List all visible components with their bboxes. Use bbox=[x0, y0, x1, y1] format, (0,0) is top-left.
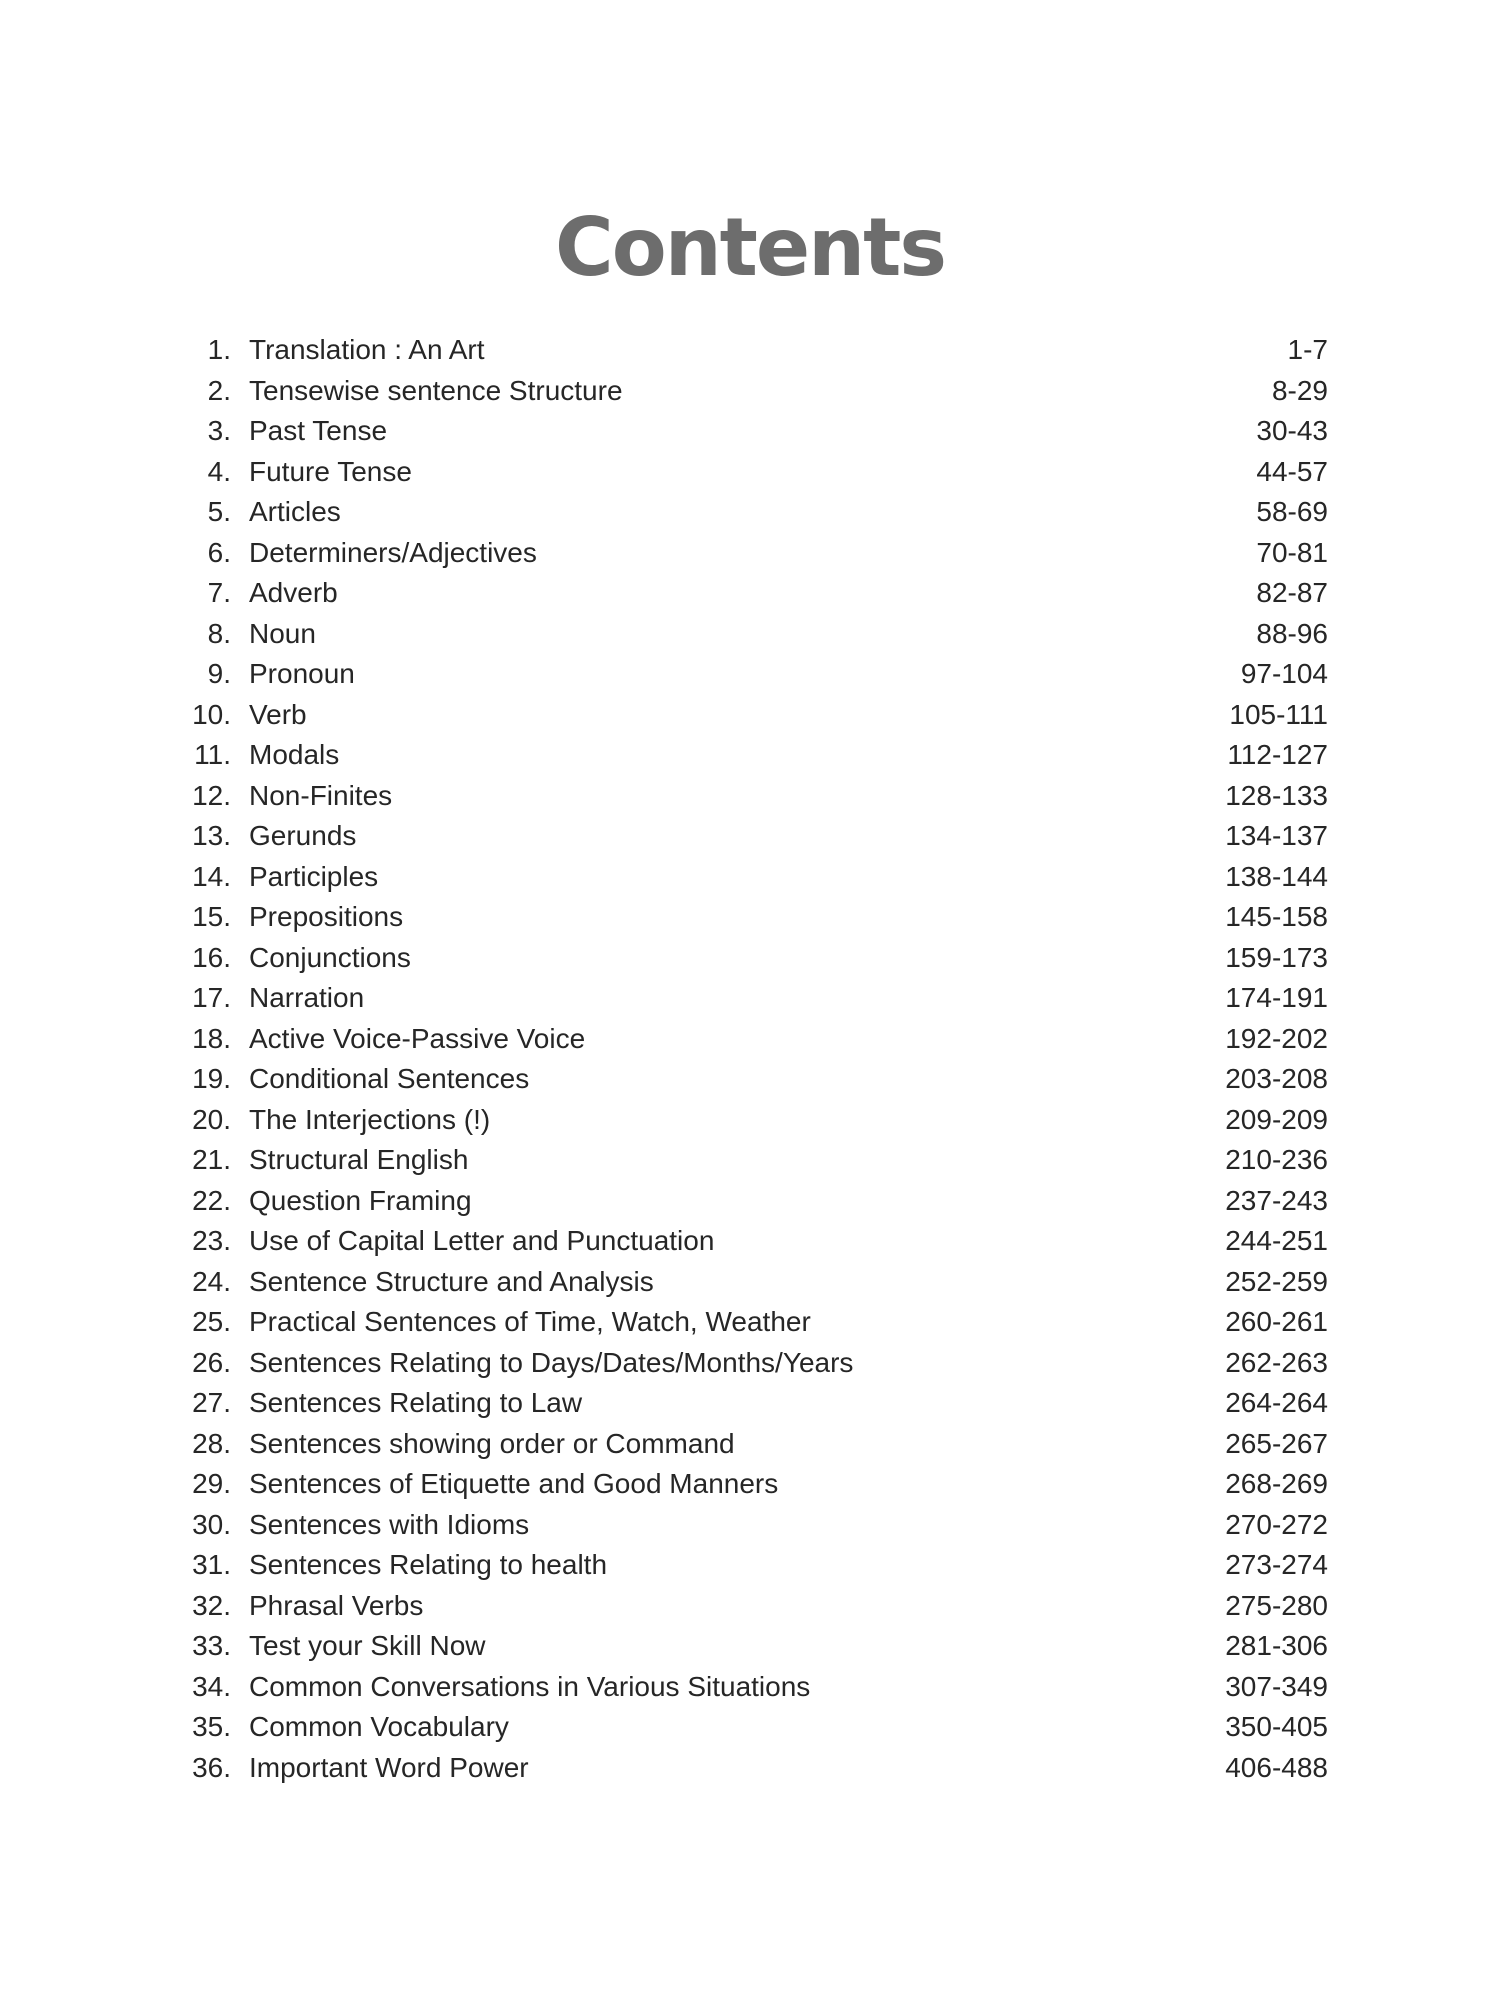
toc-entry-title: Conditional Sentences bbox=[249, 1063, 530, 1094]
toc-entry-number: 2. bbox=[207, 374, 231, 406]
toc-entry-number: 7. bbox=[207, 577, 231, 608]
toc-entry-number: 25. bbox=[192, 1306, 231, 1337]
toc-entry-number: 23. bbox=[192, 1225, 231, 1256]
toc-entry bbox=[180, 654, 1328, 695]
toc-entry bbox=[180, 1140, 1328, 1181]
toc-entry-number: 22. bbox=[192, 1184, 231, 1216]
toc-entry-title: Future Tense bbox=[249, 455, 412, 487]
toc-entry-number: 30. bbox=[192, 1508, 231, 1540]
toc-entry-number: 6. bbox=[207, 536, 231, 568]
toc-entry-title: Common Conversations in Various Situations bbox=[249, 1670, 811, 1702]
toc-entry bbox=[180, 371, 1328, 412]
toc-entry-title: Determiners/Adjectives bbox=[249, 536, 537, 568]
toc-entry bbox=[180, 857, 1328, 898]
toc-entry-title: Sentences with Idioms bbox=[249, 1508, 530, 1540]
toc-entry bbox=[180, 533, 1328, 574]
toc-entry-title: Conjunctions bbox=[249, 941, 411, 973]
toc-entry-title: Modals bbox=[249, 739, 340, 770]
page-title: Contents bbox=[555, 201, 945, 294]
toc-entry-pages: 58-69 bbox=[1256, 496, 1328, 527]
toc-entry-pages: 262-263 bbox=[1225, 1346, 1328, 1378]
toc-entry-number: 18. bbox=[192, 1022, 231, 1054]
toc-entry-number: 26. bbox=[192, 1346, 231, 1378]
toc-entry-pages: 203-208 bbox=[1225, 1063, 1328, 1094]
toc-entry bbox=[180, 816, 1328, 857]
toc-entry bbox=[180, 1748, 1328, 1789]
toc-entry-pages: 105-111 bbox=[1229, 698, 1328, 730]
toc-entry-pages: 406-488 bbox=[1225, 1751, 1328, 1783]
toc-entry-number: 27. bbox=[192, 1387, 231, 1418]
toc-entry-pages: 1-7 bbox=[1287, 334, 1328, 365]
toc-entry-title: Structural English bbox=[249, 1144, 469, 1175]
toc-entry-number: 24. bbox=[192, 1265, 231, 1297]
toc-entry-title: Translation : An Art bbox=[249, 334, 485, 365]
toc-entry bbox=[180, 1464, 1328, 1505]
toc-entry bbox=[180, 695, 1328, 736]
toc-entry-title: Sentences Relating to health bbox=[249, 1549, 608, 1580]
toc-entry-pages: 88-96 bbox=[1256, 617, 1328, 649]
toc-entry-pages: 134-137 bbox=[1225, 820, 1328, 851]
toc-entry-pages: 350-405 bbox=[1225, 1711, 1328, 1742]
toc-entry bbox=[180, 492, 1328, 533]
toc-entry-title: Narration bbox=[249, 982, 365, 1013]
toc-entry-number: 34. bbox=[192, 1670, 231, 1702]
toc-entry-title: The Interjections (!) bbox=[249, 1103, 491, 1135]
toc-entry-title: Sentence Structure and Analysis bbox=[249, 1265, 654, 1297]
toc-entry-title: Participles bbox=[249, 860, 379, 892]
toc-entry-number: 35. bbox=[192, 1711, 231, 1742]
toc-entry-title: Test your Skill Now bbox=[249, 1630, 486, 1661]
toc-entry-number: 8. bbox=[207, 617, 231, 649]
toc-entry bbox=[180, 1059, 1328, 1100]
toc-entry-pages: 70-81 bbox=[1256, 536, 1328, 568]
toc-entry-number: 1. bbox=[207, 334, 231, 365]
toc-entry-pages: 210-236 bbox=[1225, 1144, 1328, 1175]
toc-entry-pages: 97-104 bbox=[1240, 658, 1328, 689]
toc-entry bbox=[180, 1019, 1328, 1060]
toc-entry bbox=[180, 573, 1328, 614]
toc-entry-pages: 307-349 bbox=[1225, 1670, 1328, 1702]
toc-entry bbox=[180, 1262, 1328, 1303]
toc-entry-pages: 44-57 bbox=[1256, 455, 1328, 487]
toc-entry-number: 33. bbox=[192, 1630, 231, 1661]
toc-entry-number: 3. bbox=[207, 415, 231, 446]
toc-entry-number: 32. bbox=[192, 1589, 231, 1621]
toc-entry-number: 11. bbox=[194, 739, 231, 770]
toc-entry-pages: 275-280 bbox=[1225, 1589, 1328, 1621]
toc-entry-number: 12. bbox=[192, 779, 231, 811]
toc-entry bbox=[180, 897, 1328, 938]
toc-entry-number: 16. bbox=[192, 941, 231, 973]
toc-entry bbox=[180, 776, 1328, 817]
toc-entry bbox=[180, 1586, 1328, 1627]
toc-entry bbox=[180, 938, 1328, 979]
toc-entry-pages: 8-29 bbox=[1271, 374, 1328, 406]
toc-entry-title: Sentences showing order or Command bbox=[249, 1427, 735, 1459]
toc-entry-title: Sentences of Etiquette and Good Manners bbox=[249, 1468, 779, 1499]
toc-entry-pages: 273-274 bbox=[1225, 1549, 1328, 1580]
toc-entry-pages: 270-272 bbox=[1225, 1508, 1328, 1540]
toc-entry-title: Practical Sentences of Time, Watch, Weather bbox=[249, 1306, 811, 1337]
toc-entry-number: 20. bbox=[192, 1103, 231, 1135]
toc-entry bbox=[180, 614, 1328, 655]
toc-entry-pages: 265-267 bbox=[1225, 1427, 1328, 1459]
toc-entry-number: 4. bbox=[207, 455, 231, 487]
toc-entry bbox=[180, 1505, 1328, 1546]
toc-entry-pages: 209-209 bbox=[1225, 1103, 1328, 1135]
toc-entry bbox=[180, 1343, 1328, 1384]
toc-entry-pages: 174-191 bbox=[1225, 982, 1328, 1013]
toc-entry-pages: 30-43 bbox=[1256, 415, 1328, 446]
toc-entry-pages: 252-259 bbox=[1225, 1265, 1328, 1297]
toc-entry-title: Noun bbox=[249, 617, 316, 649]
toc-entry-title: Tensewise sentence Structure bbox=[249, 374, 623, 406]
toc-entry-title: Non-Finites bbox=[249, 779, 393, 811]
toc-entry-title: Past Tense bbox=[249, 415, 388, 446]
toc-entry-number: 15. bbox=[192, 901, 231, 932]
toc-entry-number: 17. bbox=[192, 982, 231, 1013]
toc-entry-title: Sentences Relating to Law bbox=[249, 1387, 583, 1418]
toc-entry-number: 29. bbox=[192, 1468, 231, 1499]
toc-entry-pages: 128-133 bbox=[1225, 779, 1328, 811]
toc-entry bbox=[180, 411, 1328, 452]
table-of-contents bbox=[180, 330, 1328, 1788]
toc-entry bbox=[180, 452, 1328, 493]
toc-entry bbox=[180, 735, 1328, 776]
toc-entry-title: Sentences Relating to Days/Dates/Months/Years bbox=[249, 1346, 854, 1378]
toc-entry bbox=[180, 1667, 1328, 1708]
toc-entry-pages: 260-261 bbox=[1225, 1306, 1328, 1337]
toc-entry-title: Important Word Power bbox=[249, 1751, 529, 1783]
toc-entry-pages: 268-269 bbox=[1225, 1468, 1328, 1499]
toc-entry-title: Prepositions bbox=[249, 901, 404, 932]
toc-entry bbox=[180, 1424, 1328, 1465]
toc-entry-title: Question Framing bbox=[249, 1184, 472, 1216]
toc-entry-pages: 237-243 bbox=[1225, 1184, 1328, 1216]
toc-entry-title: Pronoun bbox=[249, 658, 355, 689]
toc-entry bbox=[180, 330, 1328, 371]
toc-entry-title: Common Vocabulary bbox=[249, 1711, 509, 1742]
toc-entry bbox=[180, 1302, 1328, 1343]
toc-entry-number: 13. bbox=[192, 820, 231, 851]
toc-entry-number: 19. bbox=[192, 1063, 231, 1094]
toc-entry-number: 9. bbox=[207, 658, 231, 689]
toc-entry bbox=[180, 1221, 1328, 1262]
toc-entry-pages: 138-144 bbox=[1225, 860, 1328, 892]
toc-entry bbox=[180, 978, 1328, 1019]
toc-entry-pages: 264-264 bbox=[1225, 1387, 1328, 1418]
toc-entry bbox=[180, 1545, 1328, 1586]
toc-entry bbox=[180, 1707, 1328, 1748]
toc-entry-title: Gerunds bbox=[249, 820, 357, 851]
toc-entry-pages: 82-87 bbox=[1256, 577, 1328, 608]
toc-entry-pages: 192-202 bbox=[1225, 1022, 1328, 1054]
toc-entry-number: 36. bbox=[192, 1751, 231, 1783]
toc-entry-number: 21. bbox=[192, 1144, 231, 1175]
toc-entry-title: Articles bbox=[249, 496, 341, 527]
toc-entry-pages: 159-173 bbox=[1225, 941, 1328, 973]
toc-entry bbox=[180, 1626, 1328, 1667]
toc-entry-number: 14. bbox=[192, 860, 231, 892]
toc-entry-number: 31. bbox=[192, 1549, 231, 1580]
toc-entry bbox=[180, 1383, 1328, 1424]
toc-entry-pages: 112-127 bbox=[1227, 739, 1328, 770]
toc-entry-pages: 244-251 bbox=[1225, 1225, 1328, 1256]
toc-entry-number: 5. bbox=[207, 496, 231, 527]
toc-entry bbox=[180, 1100, 1328, 1141]
toc-entry-title: Verb bbox=[249, 698, 307, 730]
toc-entry-title: Phrasal Verbs bbox=[249, 1589, 424, 1621]
toc-entry-pages: 281-306 bbox=[1225, 1630, 1328, 1661]
toc-entry-number: 28. bbox=[192, 1427, 231, 1459]
toc-entry-number: 10. bbox=[192, 698, 231, 730]
toc-entry-title: Adverb bbox=[249, 577, 338, 608]
toc-entry-title: Use of Capital Letter and Punctuation bbox=[249, 1225, 715, 1256]
toc-entry-pages: 145-158 bbox=[1225, 901, 1328, 932]
toc-entry-title: Active Voice-Passive Voice bbox=[249, 1022, 586, 1054]
toc-entry bbox=[180, 1181, 1328, 1222]
